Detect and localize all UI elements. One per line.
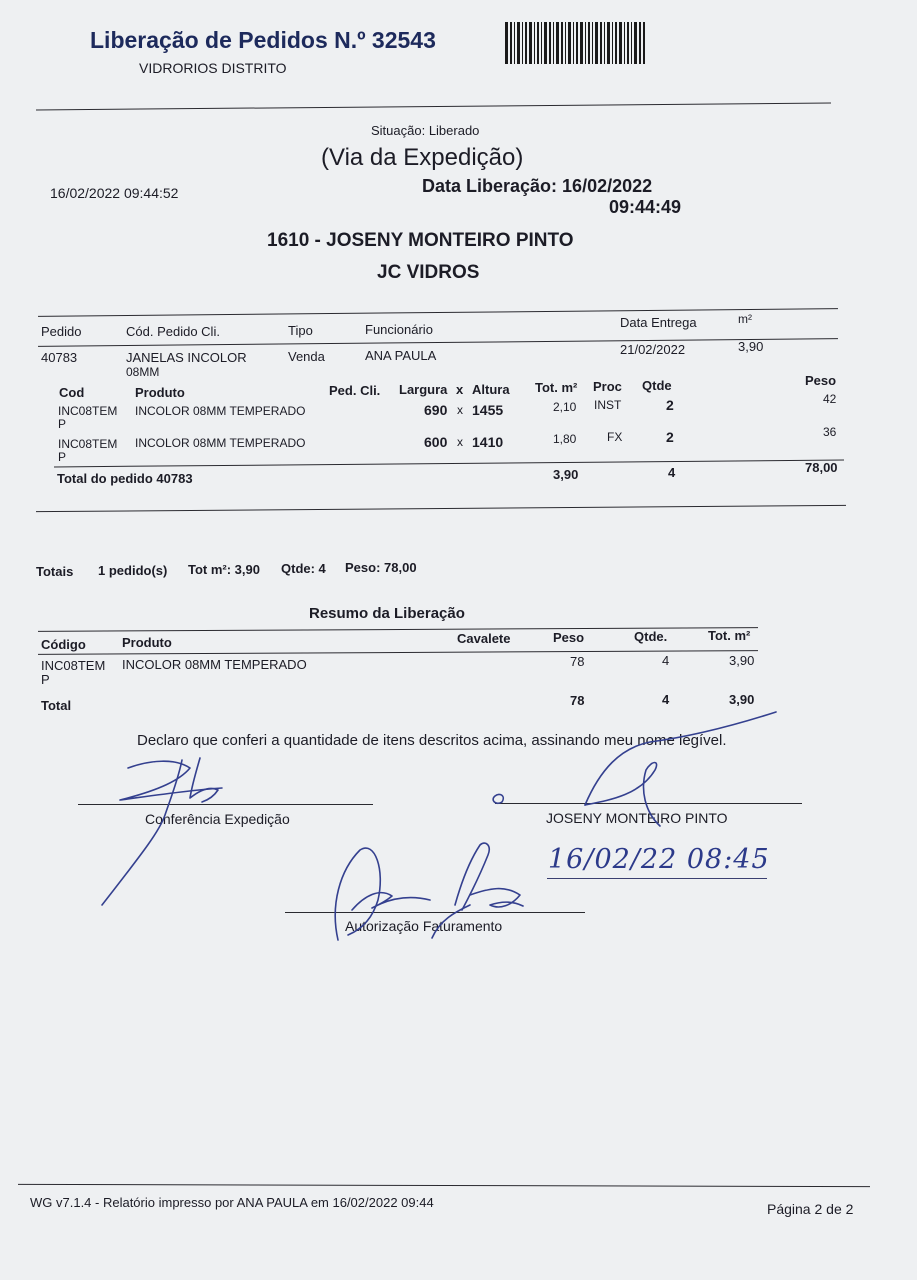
item-tot-m2: 1,80 xyxy=(553,432,577,446)
col-data-entrega: Data Entrega xyxy=(620,315,697,330)
item-proc: INST xyxy=(594,398,622,412)
resumo-peso: 78 xyxy=(570,654,585,669)
item-peso: 42 xyxy=(823,392,837,406)
handwritten-date-underline xyxy=(547,878,767,879)
item-col-tot-m2: Tot. m² xyxy=(535,380,578,395)
header-divider xyxy=(36,103,831,111)
item-qtde: 2 xyxy=(666,429,674,445)
totais-qtde: Qtde: 4 xyxy=(281,561,326,576)
item-x: x xyxy=(457,403,463,417)
total-pedido-peso: 78,00 xyxy=(805,460,838,475)
signature-label-conferencia: Conferência Expedição xyxy=(145,811,290,827)
resumo-produto: INCOLOR 08MM TEMPERADO xyxy=(122,657,307,672)
item-largura: 690 xyxy=(424,402,448,418)
item-proc: FX xyxy=(607,430,623,444)
resumo-header-line xyxy=(38,650,758,655)
item-altura: 1410 xyxy=(472,434,504,450)
pedido-funcionario: ANA PAULA xyxy=(365,348,437,363)
resumo-col-qtde: Qtde. xyxy=(634,629,668,644)
col-tipo: Tipo xyxy=(288,323,313,338)
resumo-col-tot-m2: Tot. m² xyxy=(708,628,751,643)
company-name: VIDRORIOS DISTRITO xyxy=(139,60,287,76)
item-col-peso: Peso xyxy=(805,373,837,388)
pedido-header-line xyxy=(38,338,838,347)
handwritten-date: 16/02/22 08:45 xyxy=(548,844,770,875)
pedido-tipo: Venda xyxy=(288,349,325,364)
item-col-x: x xyxy=(456,382,464,397)
col-pedido: Pedido xyxy=(41,324,82,339)
total-pedido-qtde: 4 xyxy=(668,465,676,480)
col-m2: m² xyxy=(738,312,752,326)
signature-line-autorizacao xyxy=(285,912,585,913)
resumo-total-qtde: 4 xyxy=(662,692,670,707)
hora-liberacao: 09:44:49 xyxy=(609,197,682,217)
item-col-produto: Produto xyxy=(135,385,185,400)
pedido-numero: 40783 xyxy=(41,350,78,365)
item-col-proc: Proc xyxy=(593,379,622,394)
pedido-data-entrega: 21/02/2022 xyxy=(620,342,686,357)
totais-label: Totais xyxy=(36,564,74,579)
item-cod: INC08TEM xyxy=(58,404,118,418)
pedido-top-line xyxy=(38,308,838,317)
item-altura: 1455 xyxy=(472,402,504,418)
signature-line-conferencia xyxy=(78,804,373,805)
item-cod: INC08TEM xyxy=(58,437,118,451)
footer-printed-by: WG v7.1.4 - Relatório impresso por ANA PAULA em 16/02/2022 09:44 xyxy=(30,1195,434,1210)
footer-page-number: Página 2 de 2 xyxy=(767,1201,854,1217)
pedido-cod-cli: JANELAS INCOLOR xyxy=(126,350,247,365)
item-produto: INCOLOR 08MM TEMPERADO xyxy=(135,404,306,418)
signature-label-autorizacao: Autorização Faturamento xyxy=(345,918,503,934)
resumo-col-codigo: Código xyxy=(41,637,86,652)
footer-divider xyxy=(18,1184,870,1187)
resumo-title: Resumo da Liberação xyxy=(309,605,465,622)
resumo-qtde: 4 xyxy=(662,653,670,668)
total-pedido-line xyxy=(54,460,844,468)
declaration-text: Declaro que conferi a quantidade de itens descritos acima, assinando meu nome legível. xyxy=(137,732,727,749)
signature-label-cliente: JOSENY MONTEIRO PINTO xyxy=(546,810,728,826)
item-col-altura: Altura xyxy=(472,382,510,397)
item-col-largura: Largura xyxy=(399,382,448,397)
item-cod-cont: P xyxy=(58,450,67,464)
resumo-col-peso: Peso xyxy=(553,630,585,645)
resumo-col-cavalete: Cavalete xyxy=(457,631,511,646)
totais-peso: Peso: 78,00 xyxy=(345,560,417,575)
item-tot-m2: 2,10 xyxy=(553,400,577,414)
item-qtde: 2 xyxy=(666,397,674,413)
pedido-m2: 3,90 xyxy=(738,339,764,354)
item-col-qtde: Qtde xyxy=(642,378,672,393)
data-liberacao: Data Liberação: 16/02/2022 xyxy=(422,176,653,196)
resumo-tot-m2: 3,90 xyxy=(729,653,755,668)
pedido-bottom-line xyxy=(36,505,846,512)
totais-pedidos: 1 pedido(s) xyxy=(98,563,168,578)
item-col-cod: Cod xyxy=(59,385,85,400)
barcode xyxy=(505,22,645,64)
via-title: (Via da Expedição) xyxy=(321,144,524,171)
resumo-codigo-cont: P xyxy=(41,672,50,687)
totais-m2: Tot m²: 3,90 xyxy=(188,562,260,577)
col-funcionario: Funcionário xyxy=(365,322,433,337)
client-trade-name: JC VIDROS xyxy=(377,262,480,283)
resumo-total-peso: 78 xyxy=(570,693,585,708)
col-cod-cli: Cód. Pedido Cli. xyxy=(126,324,220,339)
item-col-ped-cli: Ped. Cli. xyxy=(329,383,381,398)
pedido-cod-cli-cont: 08MM xyxy=(126,365,160,379)
client-name: 1610 - JOSENY MONTEIRO PINTO xyxy=(267,230,574,251)
resumo-total-label: Total xyxy=(41,698,72,713)
item-peso: 36 xyxy=(823,425,837,439)
resumo-codigo: INC08TEM xyxy=(41,658,106,673)
resumo-col-produto: Produto xyxy=(122,635,172,650)
item-x: x xyxy=(457,435,463,449)
resumo-total-m2: 3,90 xyxy=(729,692,755,707)
total-pedido-label: Total do pedido 40783 xyxy=(57,471,193,486)
signature-line-cliente xyxy=(495,803,802,804)
item-largura: 600 xyxy=(424,434,448,450)
print-datetime: 16/02/2022 09:44:52 xyxy=(50,185,179,201)
report-title: Liberação de Pedidos N.º 32543 xyxy=(90,27,436,53)
situacao-text: Situação: Liberado xyxy=(371,123,480,138)
total-pedido-m2: 3,90 xyxy=(553,467,579,482)
item-produto: INCOLOR 08MM TEMPERADO xyxy=(135,436,306,450)
item-cod-cont: P xyxy=(58,417,67,431)
